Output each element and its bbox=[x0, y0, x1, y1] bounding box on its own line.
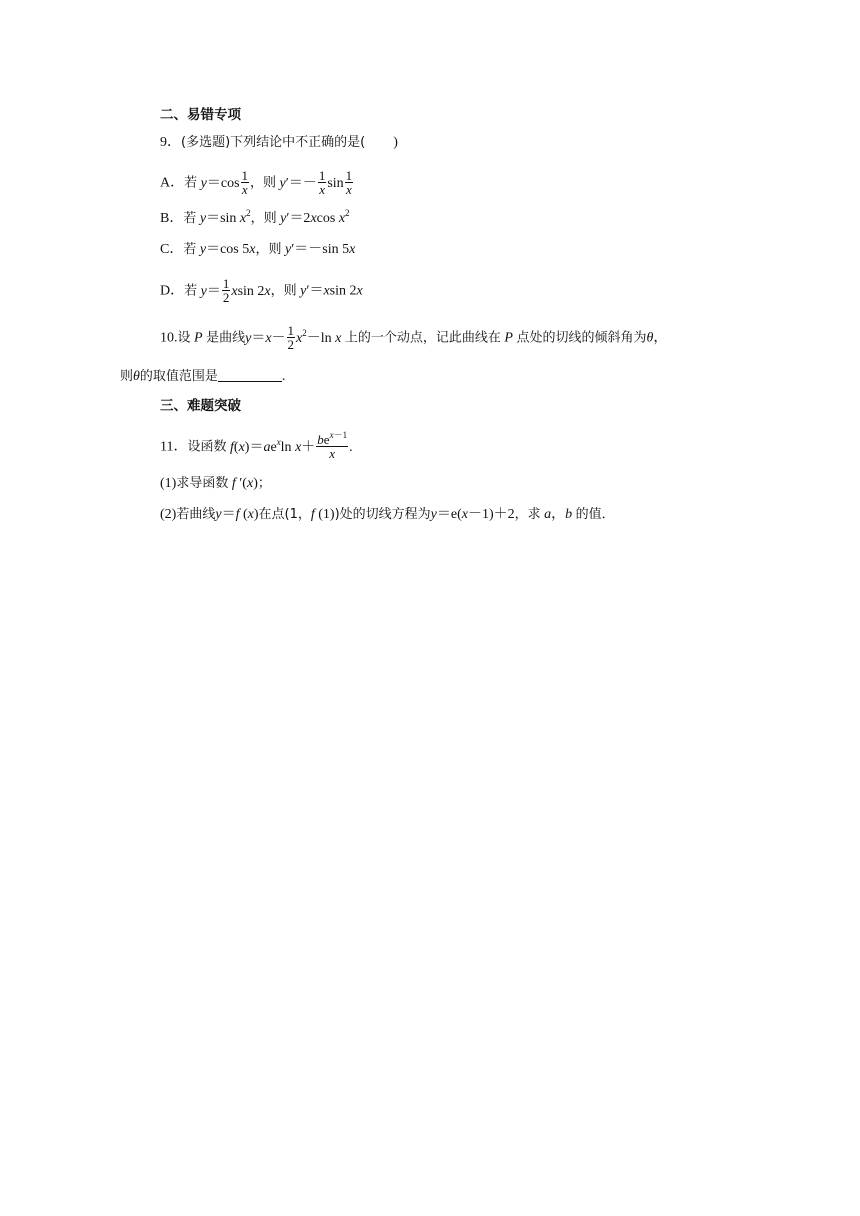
question-text: ， bbox=[653, 330, 668, 346]
curve-expression: y＝x－ $\frac{1}{2}$ $x^2-\ln$ x bbox=[245, 323, 342, 352]
fraction: $\frac{1}{x}$ bbox=[241, 168, 249, 197]
option-then: ，则 bbox=[255, 242, 282, 257]
option-expression: y＝cos $\frac{1}{x}$ bbox=[200, 168, 249, 197]
option-label: A． bbox=[160, 175, 185, 191]
option-if: 若 bbox=[183, 211, 197, 226]
paren-close: ) bbox=[393, 135, 398, 150]
option-derivative: y′＝－sin 5x bbox=[284, 242, 356, 257]
option-expression: y＝ $\frac{1}{2}$ xsin 2x bbox=[200, 276, 271, 305]
question-number: 11． bbox=[160, 439, 188, 455]
option-derivative: y′＝－ $\frac{1}{x}$ sin $\frac{1}{x}$ bbox=[279, 168, 353, 197]
question-11-stem bbox=[160, 430, 353, 461]
option-derivative: y′＝xsin 2x bbox=[300, 283, 363, 299]
question-9-option-a bbox=[160, 170, 354, 197]
part-label: (2) bbox=[160, 507, 177, 522]
question-type: (多选题) bbox=[181, 135, 231, 150]
question-text: 则 bbox=[120, 369, 134, 384]
answer-blank[interactable] bbox=[218, 369, 282, 382]
question-9-stem bbox=[160, 134, 398, 152]
section-heading-error-prone: 二、易错专项 bbox=[160, 107, 241, 123]
question-text: 是曲线 bbox=[206, 330, 246, 346]
question-9-option-c bbox=[160, 241, 355, 259]
question-text: 若曲线 bbox=[176, 507, 216, 522]
fraction: $\frac{be^{x-1}}{x}$ bbox=[317, 430, 348, 461]
question-10-line-1 bbox=[160, 325, 667, 352]
question-11-part-2: (2)若曲线y＝f (x)在点(1，f (1))处的切线方程为y＝e(x－1)＋2，求 a，b 的值． bbox=[160, 507, 615, 522]
fraction: $\frac{1}{2}$ bbox=[222, 276, 230, 305]
question-text: 在点(1， bbox=[258, 507, 311, 522]
option-if: 若 bbox=[183, 242, 197, 257]
part-label: (1) bbox=[160, 476, 177, 491]
question-10-line-2 bbox=[120, 368, 285, 386]
question-text: 求导函数 bbox=[176, 476, 229, 491]
option-expression: y＝cos 5x bbox=[199, 242, 256, 257]
question-text: 的值． bbox=[575, 507, 615, 522]
section-heading-hard: 三、难题突破 bbox=[160, 398, 241, 414]
question-text: 的取值范围是 bbox=[139, 369, 218, 384]
option-derivative: y′＝2xcos $x^2$ bbox=[280, 208, 350, 226]
option-expression: y＝sin $x^2$ bbox=[199, 208, 251, 226]
option-label: C． bbox=[160, 242, 184, 257]
question-prompt: 下列结论中不正确的是( bbox=[230, 135, 366, 150]
question-11-part-1: (1)求导函数 f ′(x)； bbox=[160, 476, 271, 491]
option-then: ，则 bbox=[270, 283, 297, 299]
question-text: ，求 bbox=[514, 507, 541, 522]
question-number: 9． bbox=[160, 135, 181, 150]
question-text: 点处的切线的倾斜角为 bbox=[516, 330, 647, 346]
fraction: $\frac{1}{x}$ bbox=[345, 168, 353, 197]
question-9-option-b bbox=[160, 210, 350, 228]
question-text: )处的切线方程为 bbox=[334, 507, 431, 522]
question-9-option-d bbox=[160, 278, 363, 305]
function-definition: $f(x)=ae^x\ln$ x＋ $\frac{be^{x-1}}{x}$ . bbox=[230, 430, 353, 461]
question-text: ； bbox=[257, 476, 271, 491]
option-label: D． bbox=[160, 283, 185, 299]
question-text: 上的一个动点，记此曲线在 bbox=[344, 330, 501, 346]
point-p: P bbox=[504, 330, 513, 346]
fraction: $\frac{1}{2}$ bbox=[287, 323, 295, 352]
theta-symbol: θ bbox=[133, 369, 140, 384]
question-text: 设函数 bbox=[187, 439, 227, 455]
option-if: 若 bbox=[184, 175, 198, 191]
option-then: ，则 bbox=[250, 175, 277, 191]
option-label: B． bbox=[160, 211, 184, 226]
theta-symbol: θ bbox=[646, 330, 654, 346]
question-text: 设 bbox=[177, 330, 191, 346]
point-p: P bbox=[194, 330, 203, 346]
question-text: . bbox=[281, 369, 286, 384]
fraction: $\frac{1}{x}$ bbox=[318, 168, 326, 197]
option-then: ，则 bbox=[250, 211, 277, 226]
question-number: 10. bbox=[160, 330, 178, 346]
option-if: 若 bbox=[184, 283, 198, 299]
